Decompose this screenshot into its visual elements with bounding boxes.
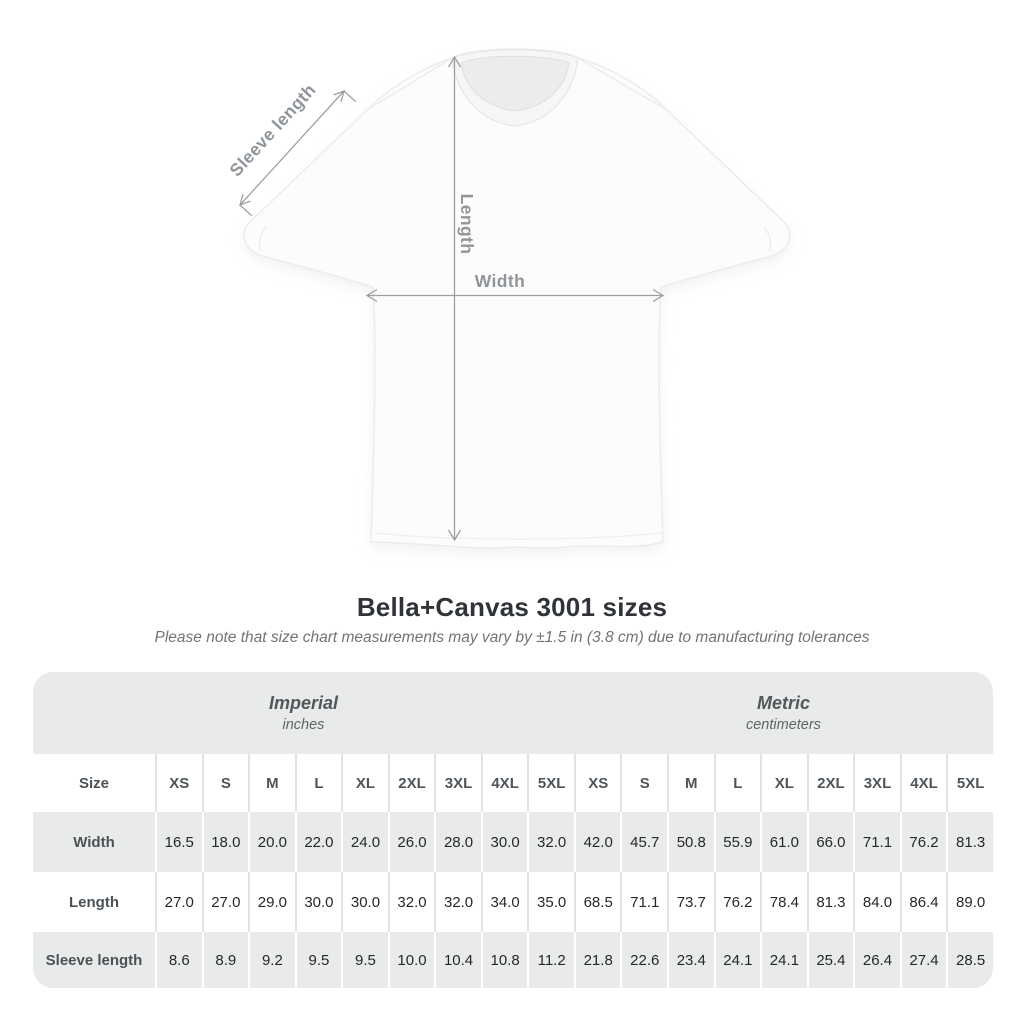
value-cell: 30.0 (295, 872, 342, 932)
value-cell: 34.0 (481, 872, 528, 932)
value-cell: 86.4 (900, 872, 947, 932)
imperial-header (33, 672, 574, 754)
value-cell: 28.0 (434, 812, 481, 872)
value-cell: 9.5 (341, 932, 388, 988)
measurement-label: Sleeve length (45, 951, 143, 969)
value-cell: 81.3 (807, 872, 854, 932)
size-header-cell: M (248, 754, 295, 812)
value-cell: 25.4 (807, 932, 854, 988)
value-cell: 11.2 (527, 932, 574, 988)
size-header-cell: L (714, 754, 761, 812)
size-header-cell: 4XL (900, 754, 947, 812)
size-corner-label: Size (78, 774, 109, 792)
value-cell: 76.2 (900, 812, 947, 872)
value-cell: 10.0 (388, 932, 435, 988)
measurement-row (33, 932, 993, 988)
value-cell: 24.0 (341, 812, 388, 872)
size-header-cell: S (620, 754, 667, 812)
width-label: Width (474, 271, 526, 291)
value-cell: 8.6 (155, 932, 202, 988)
value-cell: 73.7 (667, 872, 714, 932)
value-cell: 28.5 (946, 932, 993, 988)
value-cell: 9.5 (295, 932, 342, 988)
sleeve-length-label: Sleeve length (225, 79, 320, 181)
value-cell: 71.1 (853, 812, 900, 872)
size-header-cell: 3XL (853, 754, 900, 812)
value-cell: 20.0 (248, 812, 295, 872)
value-cell: 76.2 (714, 872, 761, 932)
value-cell: 27.4 (900, 932, 947, 988)
size-header-cell: M (667, 754, 714, 812)
value-cell: 26.0 (388, 812, 435, 872)
size-header-cell: 2XL (807, 754, 854, 812)
value-cell: 84.0 (853, 872, 900, 932)
value-cell: 32.0 (388, 872, 435, 932)
size-header-cell: 4XL (481, 754, 528, 812)
value-cell: 21.8 (574, 932, 621, 988)
value-cell: 55.9 (714, 812, 761, 872)
metric-label: Metric (756, 693, 810, 713)
value-cell: 66.0 (807, 812, 854, 872)
measurement-row (33, 872, 993, 932)
size-header-cell: S (202, 754, 249, 812)
imperial-unit-label: inches (282, 717, 325, 733)
size-table (33, 672, 993, 988)
value-cell: 45.7 (620, 812, 667, 872)
size-header-cell: 3XL (434, 754, 481, 812)
value-cell: 22.0 (295, 812, 342, 872)
value-cell: 27.0 (155, 872, 202, 932)
size-header-cell: XL (760, 754, 807, 812)
page-title: Bella+Canvas 3001 sizes (356, 592, 668, 622)
value-cell: 26.4 (853, 932, 900, 988)
value-cell: 35.0 (527, 872, 574, 932)
size-header-cell: 5XL (527, 754, 574, 812)
value-cell: 16.5 (155, 812, 202, 872)
value-cell: 22.6 (620, 932, 667, 988)
tolerance-note: Please note that size chart measurements may vary by ±1.5 in (3.8 cm) due to manufacturing tolerances (154, 629, 870, 646)
size-header-cell: 5XL (946, 754, 993, 812)
value-cell: 8.9 (202, 932, 249, 988)
value-cell: 89.0 (946, 872, 993, 932)
value-cell: 50.8 (667, 812, 714, 872)
value-cell: 18.0 (202, 812, 249, 872)
size-header-cell: L (295, 754, 342, 812)
imperial-label: Imperial (268, 693, 338, 713)
value-cell: 10.4 (434, 932, 481, 988)
value-cell: 78.4 (760, 872, 807, 932)
value-cell: 9.2 (248, 932, 295, 988)
value-cell: 30.0 (341, 872, 388, 932)
value-cell: 30.0 (481, 812, 528, 872)
size-header-cell: XL (341, 754, 388, 812)
value-cell: 29.0 (248, 872, 295, 932)
value-cell: 24.1 (760, 932, 807, 988)
measurement-label: Length (69, 893, 119, 911)
value-cell: 81.3 (946, 812, 993, 872)
value-cell: 23.4 (667, 932, 714, 988)
size-table-container (33, 672, 993, 988)
metric-header (574, 672, 993, 754)
length-label: Length (457, 193, 477, 255)
value-cell: 24.1 (714, 932, 761, 988)
value-cell: 71.1 (620, 872, 667, 932)
value-cell: 61.0 (760, 812, 807, 872)
size-header-cell: XS (574, 754, 621, 812)
value-cell: 42.0 (574, 812, 621, 872)
value-cell: 32.0 (434, 872, 481, 932)
measurement-row (33, 812, 993, 872)
size-header-cell: 2XL (388, 754, 435, 812)
value-cell: 27.0 (202, 872, 249, 932)
unit-header-row (33, 672, 993, 754)
measurement-label: Width (73, 833, 115, 851)
value-cell: 10.8 (481, 932, 528, 988)
metric-unit-label: centimeters (745, 717, 821, 733)
value-cell: 32.0 (527, 812, 574, 872)
size-header-row (33, 754, 993, 812)
size-header-cell: XS (155, 754, 202, 812)
value-cell: 68.5 (574, 872, 621, 932)
